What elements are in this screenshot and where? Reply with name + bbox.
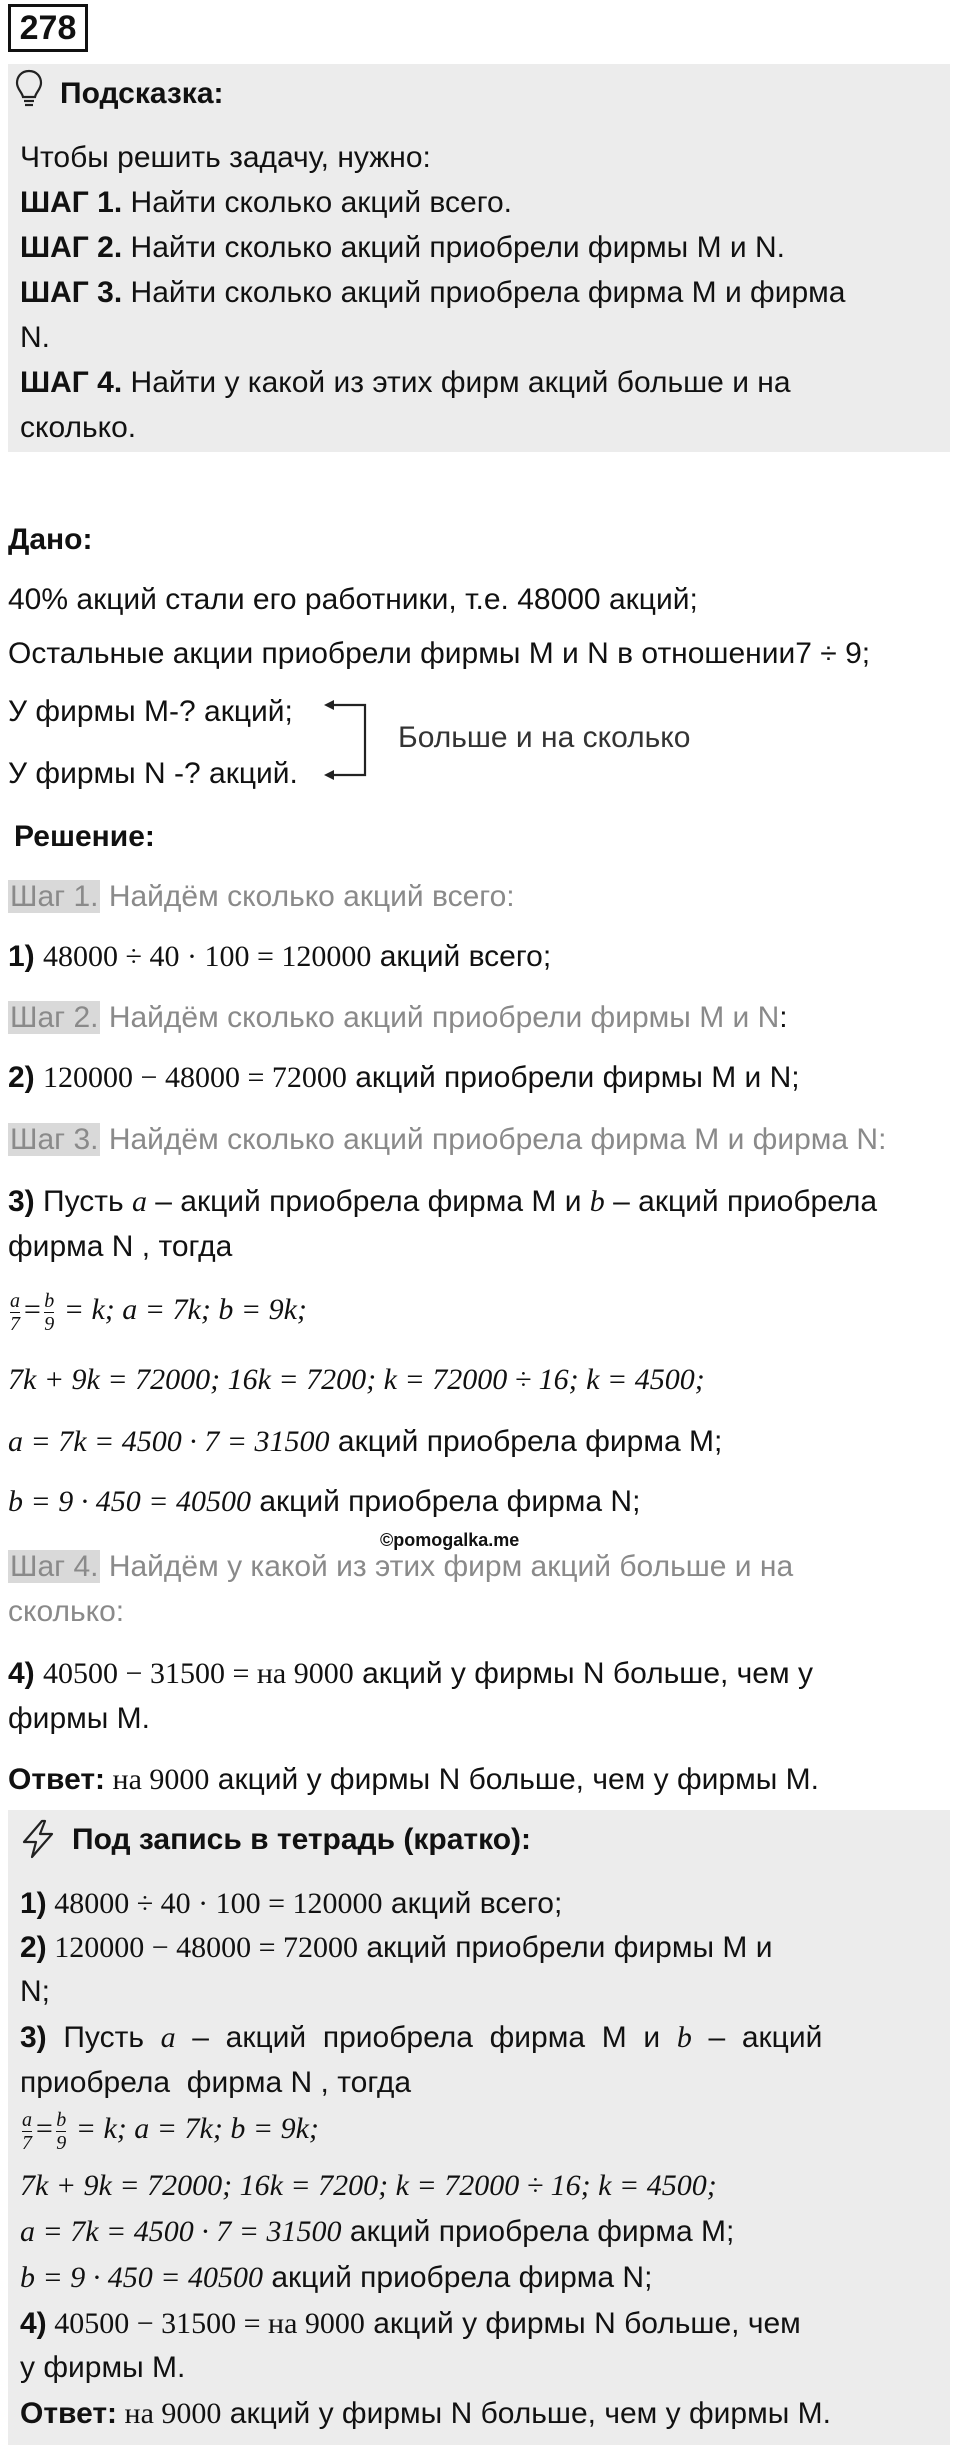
b-line: b = 9 · 450 = 40500 акций приобрела фирма N;: [8, 1485, 641, 1518]
short-line-4b: у фирмы М.: [20, 2351, 186, 2384]
short-line-3: 3) Пусть a – акций приобрела фирма М и b – акций: [20, 2021, 823, 2054]
k-line: 7k + 9k = 72000; 16k = 7200; k = 72000 ÷ 16; k = 4500;: [8, 1363, 705, 1396]
step-3-heading: Шаг 3. Найдём сколько акций приобрела фирма М и фирма N:: [10, 1123, 887, 1156]
solution-line-3b: фирма N , тогда: [8, 1230, 233, 1263]
hint-step-4-cont: сколько.: [20, 411, 137, 444]
short-title: Под запись в тетрадь (кратко):: [72, 1823, 532, 1856]
fraction-a: $\frac{a}{7}$: [10, 1289, 20, 1335]
hint-step-2: ШАГ 2. Найти сколько акций приобрели фирмы М и N.: [20, 231, 785, 264]
bracket-arrow-icon: [320, 690, 370, 790]
ratio-line: $\frac{a}{7}$ = $\frac{b}{9}$ = k; a = 7k; b = 9k;: [10, 1289, 307, 1335]
step-1-heading: Шаг 1. Найдём сколько акций всего:: [10, 880, 515, 913]
short-b-line: b = 9 · 450 = 40500 акций приобрела фирма N;: [20, 2261, 653, 2294]
given-line-4: У фирмы N -? акций.: [8, 757, 298, 790]
given-line-2: Остальные акции приобрели фирмы М и N в отношении7 ÷ 9;: [8, 637, 871, 670]
hint-step-3: ШАГ 3. Найти сколько акций приобрела фирма М и фирма: [20, 276, 846, 309]
given-line-3: У фирмы М-? акций;: [8, 695, 293, 728]
step-4-heading: Шаг 4. Найдём у какой из этих фирм акций больше и на: [10, 1550, 794, 1583]
solution-line-2: 2) 120000 − 48000 = 72000 акций приобрели фирмы М и N;: [8, 1061, 800, 1094]
solution-line-3: 3) Пусть a – акций приобрела фирма М и b – акций приобрела: [8, 1185, 878, 1218]
short-fraction-a: $\frac{a}{7}$: [22, 2108, 32, 2154]
hint-step-1: ШАГ 1. Найти сколько акций всего.: [20, 186, 512, 219]
problem-number: 278: [8, 4, 88, 52]
given-title: Дано:: [8, 523, 93, 556]
solution-line-4b: фирмы М.: [8, 1702, 150, 1735]
hint-title: Подсказка:: [60, 77, 224, 110]
lightning-icon: [18, 1818, 58, 1860]
short-line-2: 2) 120000 − 48000 = 72000 акций приобрели фирмы М и: [20, 1931, 773, 1964]
watermark: ©pomogalka.me: [380, 1530, 520, 1550]
answer-line: Ответ: на 9000 акций у фирмы N больше, чем у фирмы М.: [8, 1763, 819, 1796]
short-line-1: 1) 48000 ÷ 40 · 100 = 120000 акций всего;: [20, 1887, 563, 1920]
bracket-note: Больше и на сколько: [398, 721, 691, 754]
hint-step-3-cont: N.: [20, 321, 50, 354]
short-ratio-line: $\frac{a}{7}$ = $\frac{b}{9}$ = k; a = 7k; b = 9k;: [22, 2108, 319, 2154]
lightbulb-icon: [14, 68, 44, 110]
given-line-1: 40% акций стали его работники, т.е. 48000 акций;: [8, 583, 698, 616]
solution-line-1: 1) 48000 ÷ 40 · 100 = 120000 акций всего;: [8, 940, 552, 973]
short-line-4: 4) 40500 − 31500 = на 9000 акций у фирмы N больше, чем: [20, 2307, 801, 2340]
short-k-line: 7k + 9k = 72000; 16k = 7200; k = 72000 ÷ 16; k = 4500;: [20, 2169, 717, 2202]
short-line-2b: N;: [20, 1975, 50, 2008]
hint-intro: Чтобы решить задачу, нужно:: [20, 141, 431, 174]
step-2-heading: Шаг 2. Найдём сколько акций приобрели фирмы М и N:: [10, 1001, 788, 1034]
short-answer-line: Ответ: на 9000 акций у фирмы N больше, чем у фирмы М.: [20, 2397, 831, 2430]
hint-step-4: ШАГ 4. Найти у какой из этих фирм акций больше и на: [20, 366, 791, 399]
solution-title: Решение:: [14, 820, 155, 853]
short-a-line: a = 7k = 4500 · 7 = 31500 акций приобрела фирма М;: [20, 2215, 735, 2248]
fraction-b: $\frac{b}{9}$: [44, 1289, 55, 1335]
a-line: a = 7k = 4500 · 7 = 31500 акций приобрела фирма М;: [8, 1425, 723, 1458]
short-line-3b: приобрела фирма N , тогда: [20, 2066, 412, 2099]
short-fraction-b: $\frac{b}{9}$: [56, 2108, 67, 2154]
solution-line-4: 4) 40500 − 31500 = на 9000 акций у фирмы N больше, чем у: [8, 1657, 813, 1690]
step-4-heading-cont: сколько:: [8, 1595, 125, 1628]
